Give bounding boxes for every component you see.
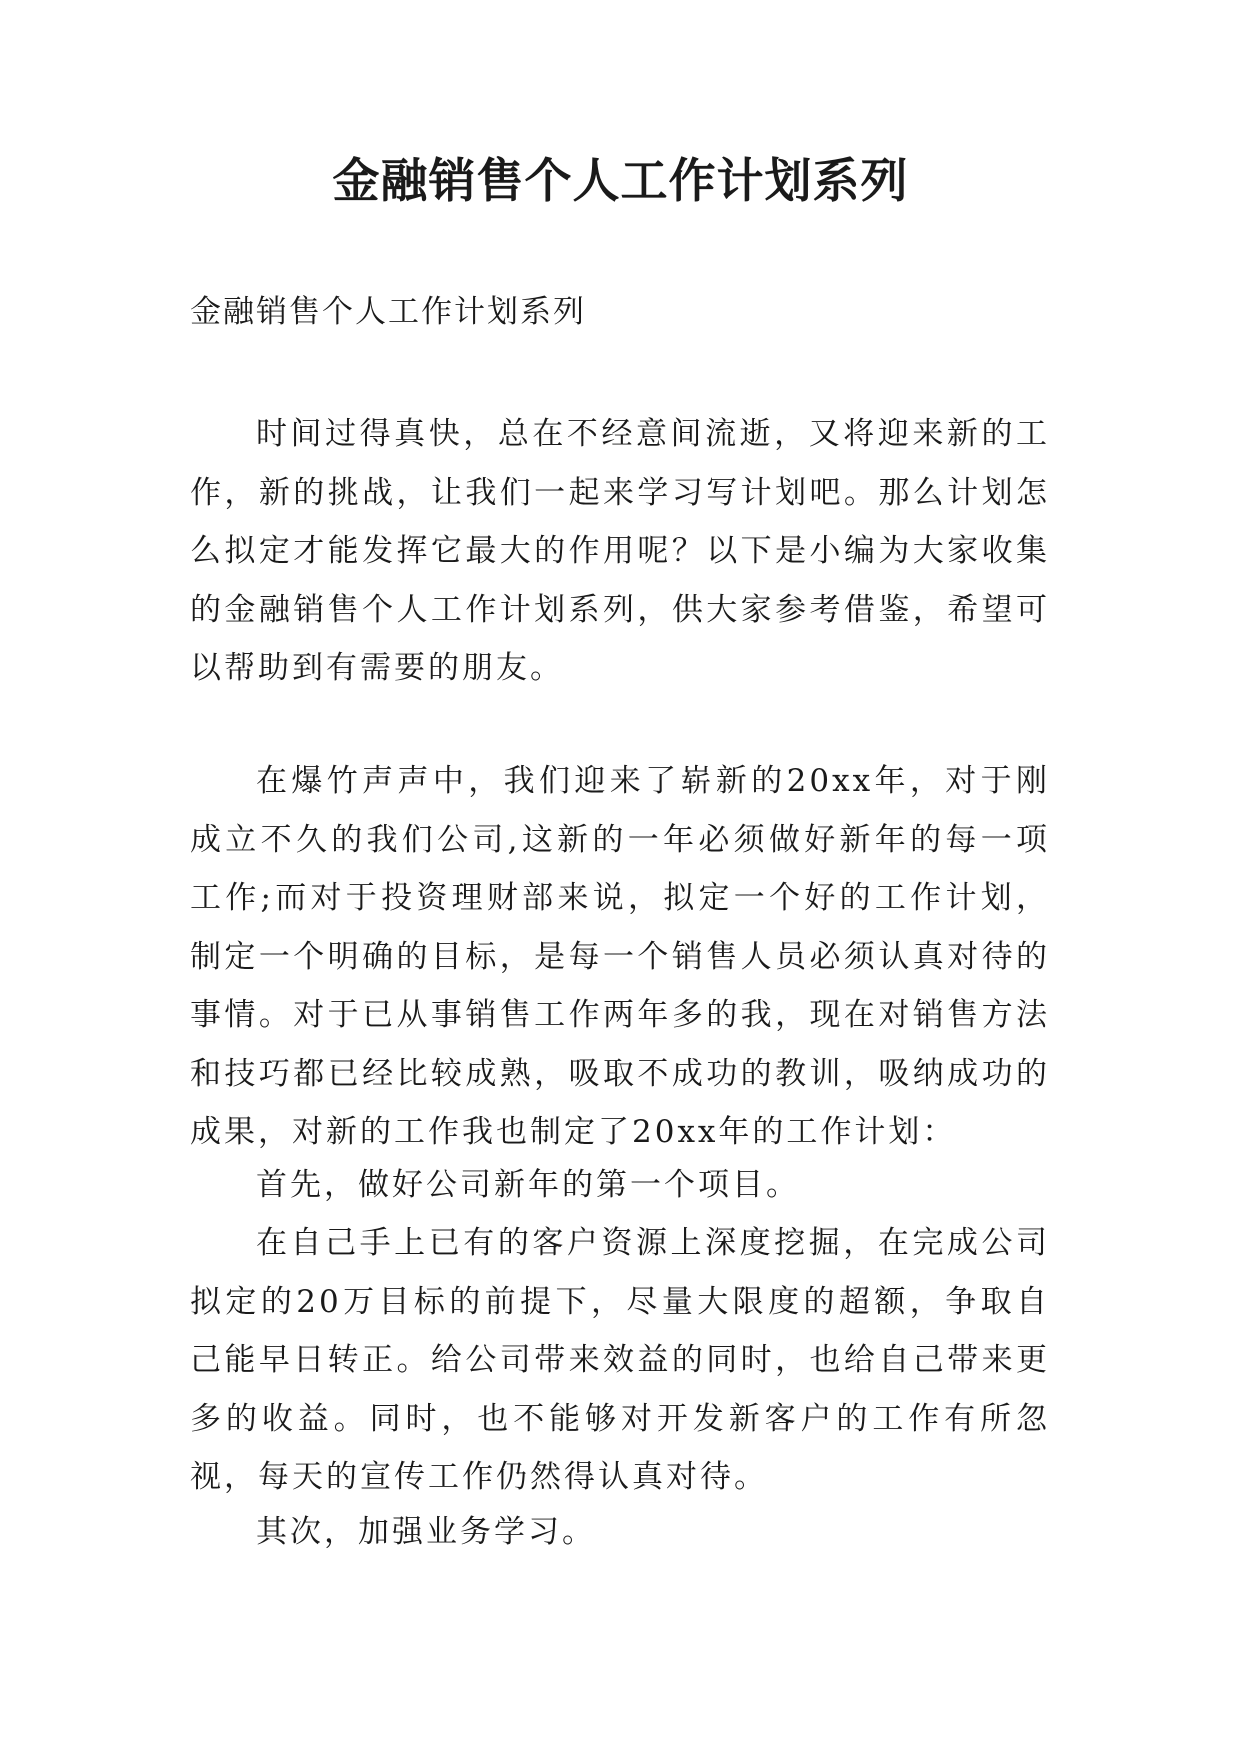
paragraph-new-year: 在爆竹声声中，我们迎来了崭新的20xx年，对于刚成立不久的我们公司,这新的一年必须做好新年的每一项工作;而对于投资理财部来说，拟定一个好的工作计划，制定一个明确的目标，是每一个销售人员必须认真对待的事情。对于已从事销售工作两年多的我，现在对销售方法和技巧都已经比较成熟，吸取不成功的教训，吸纳成功的成果，对新的工作我也制定了20xx年的工作计划： — [190, 763, 1050, 1150]
paragraph-intro: 时间过得真快，总在不经意间流逝，又将迎来新的工作，新的挑战，让我们一起来学习写计划吧。那么计划怎么拟定才能发挥它最大的作用呢？以下是小编为大家收集的金融销售个人工作计划系列，供大家参考借鉴，希望可以帮助到有需要的朋友。 — [190, 416, 1050, 686]
paragraph-second-point: 其次，加强业务学习。 — [256, 1514, 596, 1550]
paragraph-first-point: 首先，做好公司新年的第一个项目。 — [256, 1167, 800, 1203]
document-title: 金融销售个人工作计划系列 — [332, 154, 909, 209]
paragraph-client-resources: 在自己手上已有的客户资源上深度挖掘，在完成公司拟定的20万目标的前提下，尽量大限度的超额，争取自己能早日转正。给公司带来效益的同时，也给自己带来更多的收益。同时，也不能够对开发新客户的工作有所忽视，每天的宣传工作仍然得认真对待。 — [190, 1225, 1050, 1495]
document-subtitle: 金融销售个人工作计划系列 — [190, 294, 586, 330]
